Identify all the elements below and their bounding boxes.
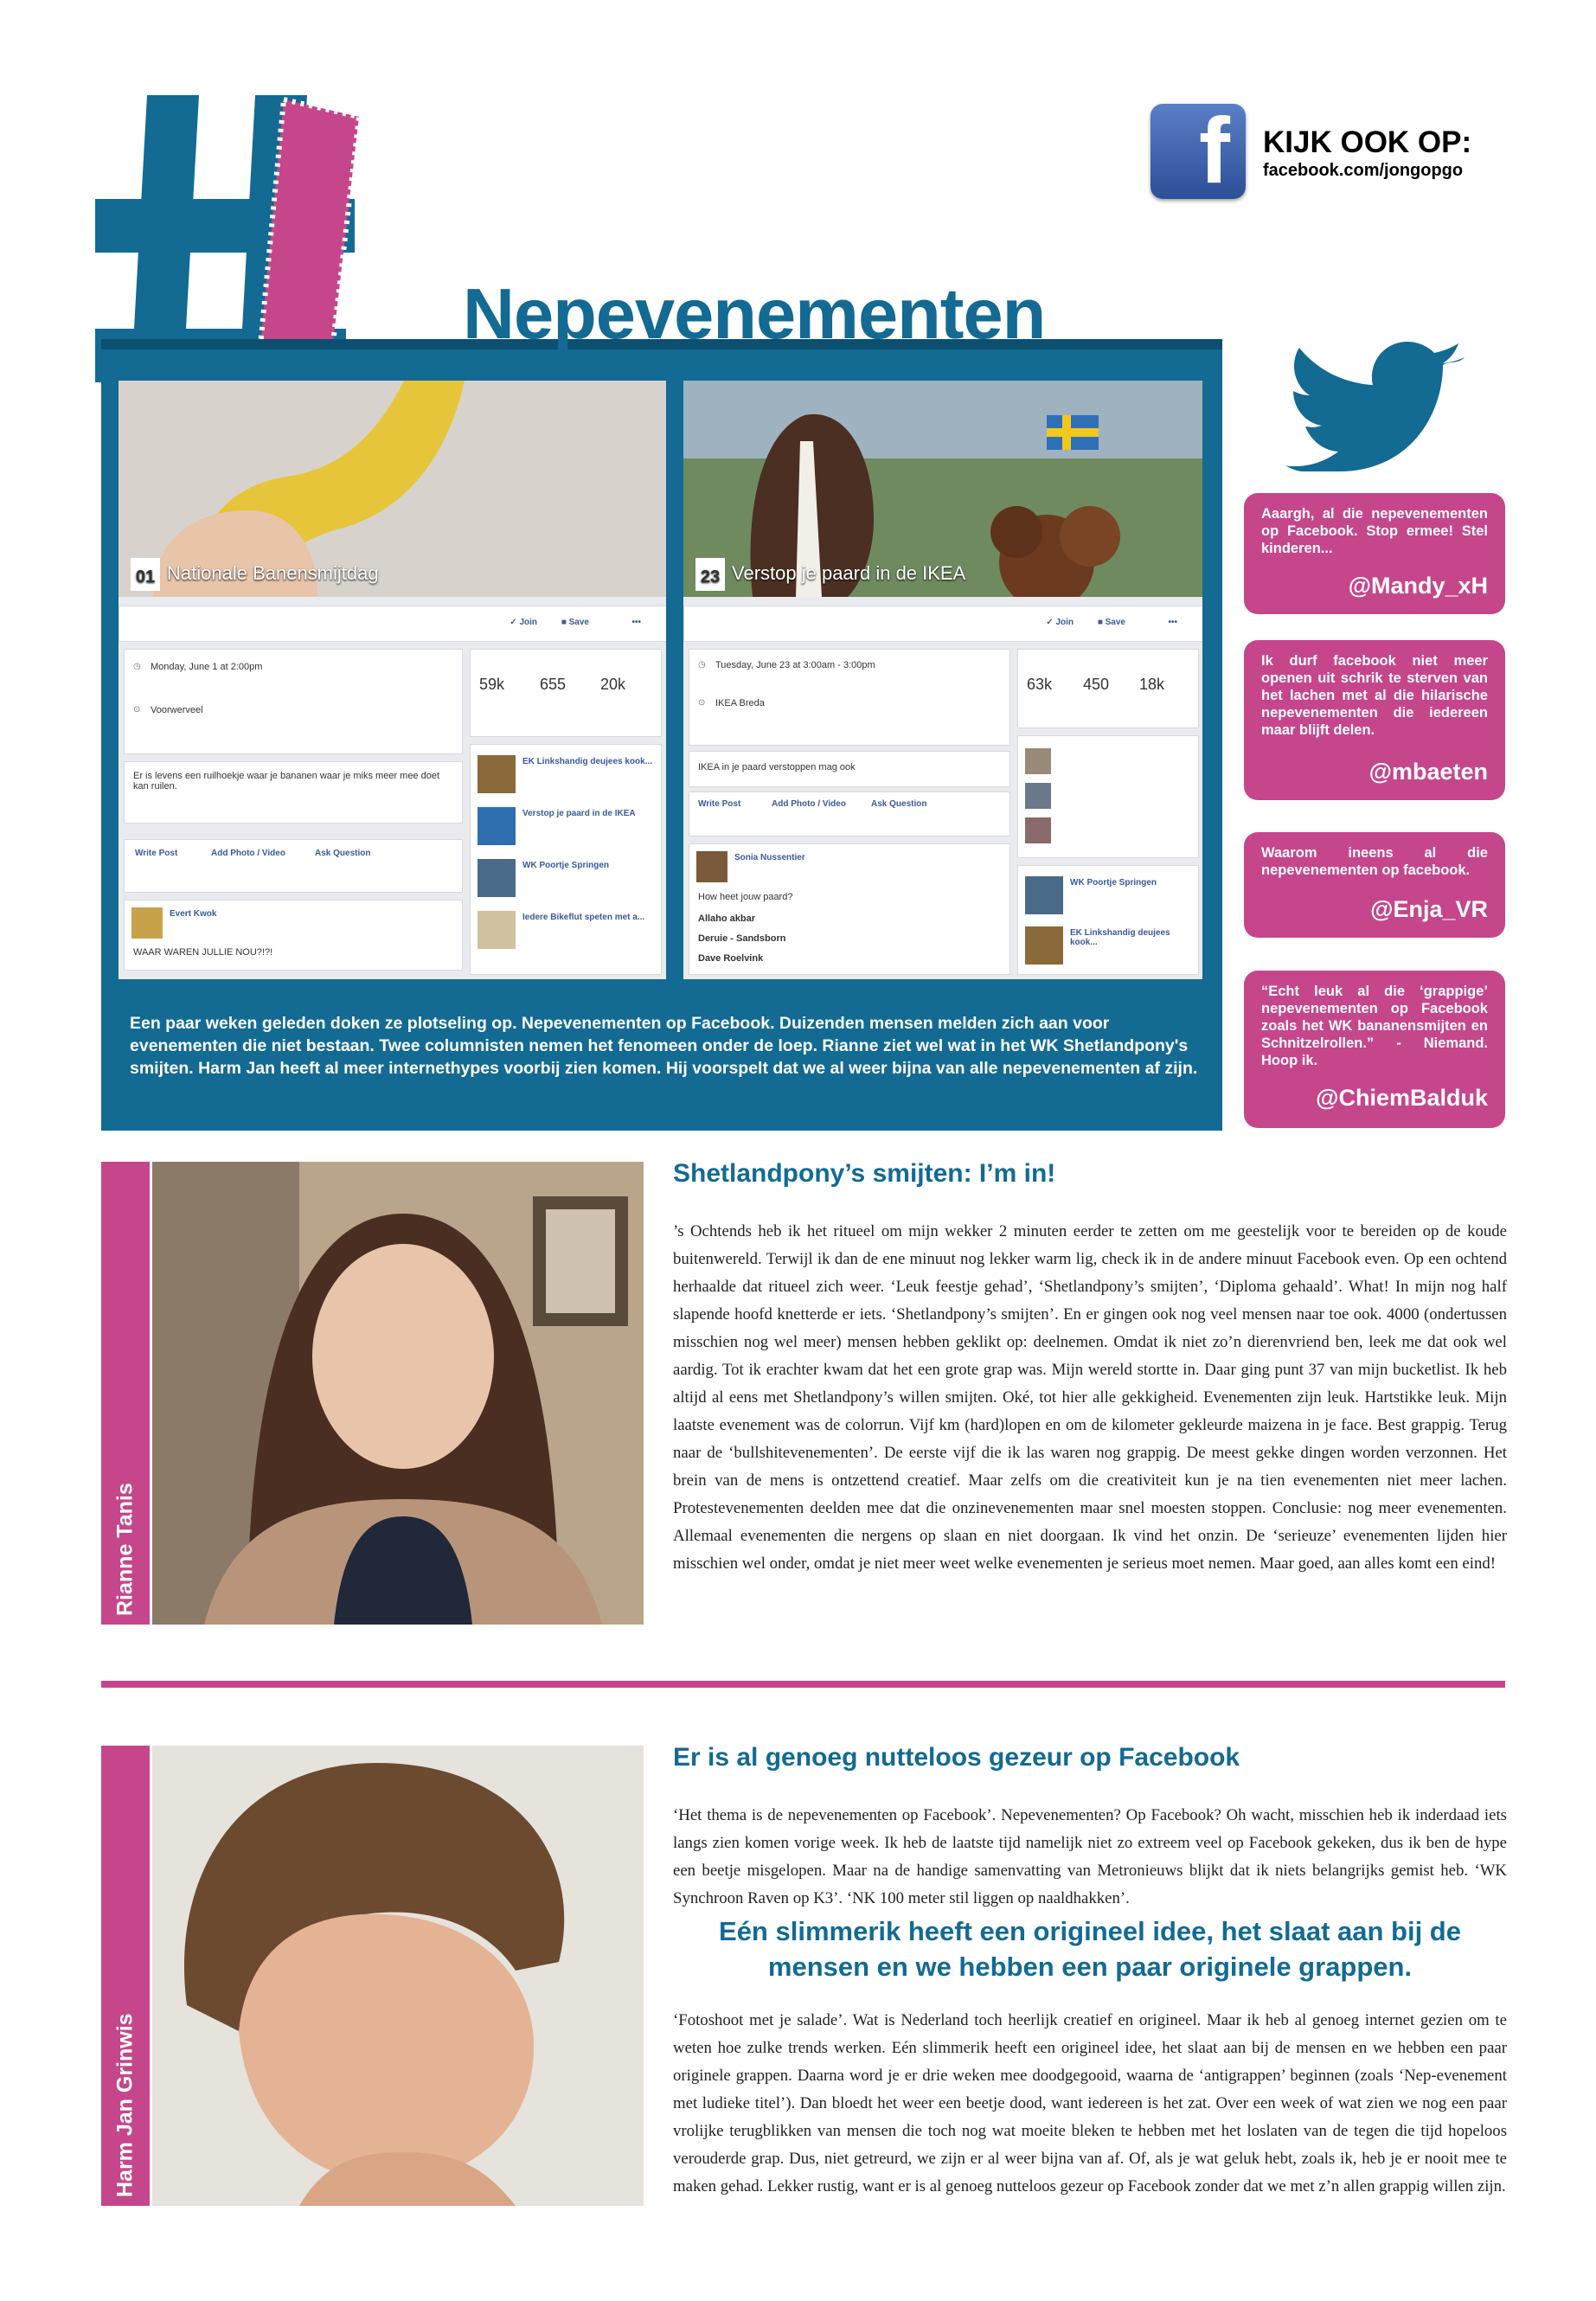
event-date-box: 01	[131, 558, 160, 591]
author-photo-rianne	[152, 1162, 644, 1625]
intro-text: Een paar weken geleden doken ze plotseling op. Nepevenementen op Facebook. Duizenden mensen melden zich aan voor evenementen die niet bestaan. Twee columnisten nemen het fenomeen onder de loep. Rianne ziet wel wat in het WK Shetlandpony's smijten. Harm Jan heeft al meer internethypes voorbij zien komen. Hij voorspelt dat we al weer bijna van alle nepevenementen af zijn.	[130, 1014, 1198, 1078]
poll-option[interactable]: Deruie - Sandsborn	[698, 933, 786, 944]
guest-stat: 655	[540, 676, 567, 693]
related-thumb[interactable]	[478, 807, 516, 845]
tweet-card-2[interactable]	[1244, 640, 1505, 800]
tweet-text: Waarom ineens al die nepevenementen op facebook.	[1261, 845, 1488, 878]
post-author[interactable]: Evert Kwok	[170, 909, 217, 919]
event-description: Er is levens een ruilhoekje waar je bananen waar je miks meer mee doet kan ruilen.	[133, 771, 440, 792]
tweet-handle[interactable]: @mbaeten	[1368, 759, 1488, 785]
guest-stat: 20k	[600, 676, 626, 693]
event-date-line: Monday, June 1 at 2:00pm	[151, 662, 263, 672]
post-text: WAAR WAREN JULLIE NOU?!?!	[133, 947, 273, 958]
friends-card	[1017, 735, 1199, 858]
post-composer	[689, 792, 1010, 836]
event-info-card	[124, 649, 463, 754]
post-item	[124, 900, 463, 971]
event-description-card	[689, 751, 1010, 787]
author-sidebar-2	[101, 1746, 150, 2206]
related-thumb[interactable]	[1025, 876, 1063, 914]
tweet-handle[interactable]: @ChiemBalduk	[1316, 1085, 1488, 1111]
column-body-1: ’s Ochtends heb ik het ritueel om mijn wekker 2 minuten eerder te zetten om me geestelijk voor te bereiden op de koude buitenwereld. Terwijl ik dan de ene minuut nog lekker warm lig, check ik in de andere minuut Facebook even. Op een ochtend herhaalde dat ritueel zich weer. ‘Leuk feestje gehad’, ‘Shetlandpony’s smijten’, ‘Diploma gehaald’. What! In mijn nog half slapende hoofd knetterde er iets. ‘Shetlandpony’s smijten’. En er gingen ook nog veel mensen naar toe ook. 4000 (ondertussen misschien nog wel meer) mensen hebben geklikt op: deelnemen. Omdat ik niet zo’n dierenvriend ben, leek me dat ook wel aardig. Tot ik erachter kwam dat het een grote grap was. Mijn wereld stortte in. Daar ging punt 37 van mijn bucketlist. Ik heb altijd al eens met Shetlandpony’s willen smijten. Oké, tot hier alle gekkigheid. Evenementen zijn leuk. Hartstikke leuk. Mijn laatste evenement was de colorrun. Vijf km (hard)lopen en om de kilometer gekleurde maizena in je face. Best grappig. Terug naar de ‘bullshitevenementen’. De eerste vijf die ik las waren nog grappig. De meest gekke dingen worden verzonnen. Het brein van de mens is ontzettend creatief. Maar zelfs om die creativiteit kun je na tien evenementen niet meer lachen. Protestevenementen deelden mee dat die onzinevenementen maar snel moesten stoppen. Conclusie: nog meer evenementen. Allemaal evenementen die nergens op slaan en niet doorgaan. Ik vind het onzin. De ‘serieuze’ evenementen lijden hier misschien wel onder, omdat je niet meer weet welke evenementen je serieus moet nemen. Maar goed, aan alles komt een eind!	[673, 1222, 1507, 1573]
related-event[interactable]: EK Linkshandig deujees kook...	[1070, 928, 1170, 947]
pull-quote: Eén slimmerik heeft een origineel idee, het slaat aan bij de mensen en we hebben een paar originele grappen.	[719, 1916, 1461, 1982]
tweet-text: Ik durf facebook niet meer openen uit schrik te sterven van het lachen met al die hilarische nepevenementen die iedereen maar blijft delen.	[1261, 653, 1488, 738]
author-photo-harm-jan	[152, 1746, 644, 2206]
column-body-2b: ‘Fotoshoot met je salade’. Wat is Nederland toch heerlijk creatief en origineel. Maar ik heb al genoeg internet gezien om te weten hoe zulke trends werken. Eén slimmerik heeft een origineel idee, het slaat aan bij de mensen en we hebben een paar originele grappen. Daarna word je er drie weken mee doodgegooid, waarna de ‘antigrappen’ beginnen (zoals ‘Nep-evenement met ludieke titel’). Dan bloedt het weer een beetje dood, want iedereen is het zat. Over een week of wat zien we nog een paar vrolijke terugblikken van mensen die toch nog wat moeite bleken te hebben met het loslaten van de tegen die tijd hopeloos verouderde grap. Dus, niet getreurd, we zijn er al weer bijna van af. Of, als je wat geluk hebt, zoals ik, heb je er nooit mee te maken gehad. Lekker rustig, want er is al genoeg nutteloos gezeur op Facebook zonder dat we met z’n allen grappig willen zijn.	[673, 2011, 1507, 2195]
event-title-1[interactable]: Nationale Banensmijtdag	[167, 561, 379, 584]
column-heading-1: Shetlandpony’s smijten: I’m in!	[673, 1159, 1056, 1188]
related-event[interactable]: WK Poortje Springen	[522, 861, 609, 870]
avatar[interactable]	[696, 851, 727, 882]
author-name: Rianne Tanis	[112, 1483, 138, 1616]
guest-stat: 18k	[1139, 676, 1165, 693]
tweet-card-4[interactable]	[1244, 971, 1505, 1128]
related-events-card	[470, 744, 662, 975]
event-actions-bar	[119, 606, 666, 642]
related-event[interactable]: EK Linkshandig deujees kook...	[522, 757, 653, 766]
kijk-ook-label: KIJK OOK OP:	[1263, 125, 1472, 159]
tweet-card-1[interactable]	[1244, 493, 1505, 614]
save-button[interactable]: ■ Save	[1097, 618, 1125, 627]
event-header-1	[131, 558, 379, 591]
poll-post	[689, 843, 1010, 975]
guest-stat: 63k	[1027, 676, 1053, 693]
event-location[interactable]: IKEA Breda	[715, 698, 765, 708]
page-title: Nepevenementen	[463, 273, 1046, 354]
related-event[interactable]: Iedere Bikeflut speten met a...	[522, 913, 645, 922]
tweet-card-3[interactable]	[1244, 832, 1505, 938]
event-header-2	[695, 558, 965, 591]
author-sidebar-1	[101, 1162, 150, 1625]
more-button[interactable]: •••	[631, 618, 641, 627]
twitter-bird-icon[interactable]	[1279, 342, 1469, 471]
poll-option[interactable]: Dave Roelvink	[698, 953, 764, 964]
section-divider	[101, 1681, 1505, 1688]
more-button[interactable]: •••	[1168, 618, 1177, 627]
event-date-line: Tuesday, June 23 at 3:00am - 3:00pm	[715, 660, 875, 670]
event-info-card	[689, 649, 1010, 746]
column-body-2a: ‘Het thema is de nepevenementen op Facebook’. Nepevenementen? Op Facebook? Oh wacht, misschien heb ik inderdaad iets langs zien komen vorige week. Ik heb de laatste tijd namelijk niet zo extreem veel op Facebook gekeken, dus ik ben de hype een beetje misgelopen. Maar na de handige samenvatting van Metronieuws blijkt dat ik niets belangrijks gemist heb. ‘WK Synchroon Raven op K3’. ‘NK 100 meter stil liggen op naaldhakken’.	[673, 1806, 1507, 1907]
tweet-handle[interactable]: @Mandy_xH	[1348, 573, 1488, 599]
clock-icon: ◷	[133, 662, 141, 671]
location-pin-icon: ⊙	[133, 705, 141, 715]
clock-icon: ◷	[698, 660, 706, 670]
related-events-card	[1017, 865, 1199, 975]
event-description-card	[124, 761, 463, 824]
write-post-tab[interactable]: Write Post	[135, 849, 178, 858]
ask-question-tab[interactable]: Ask Question	[315, 849, 371, 858]
event-actions-bar	[683, 606, 1202, 642]
ask-question-tab[interactable]: Ask Question	[871, 799, 927, 809]
related-thumb[interactable]	[478, 911, 516, 949]
facebook-event-screenshot-2	[683, 381, 1202, 979]
tweet-text: “Echt leuk al die ‘grappige’ nepevenementen op Facebook zoals het WK bananensmijten en Schnitzelrollen.” - Niemand. Hoop ik.	[1261, 984, 1488, 1068]
avatar[interactable]	[1025, 748, 1051, 774]
column-heading-2: Er is al genoeg nutteloos gezeur op Facebook	[673, 1743, 1240, 1772]
event-location[interactable]: Voorwerveel	[151, 705, 203, 715]
poll-option[interactable]: Allaho akbar	[698, 913, 756, 924]
tweet-handle[interactable]: @Enja_VR	[1370, 896, 1488, 922]
related-thumb[interactable]	[478, 859, 516, 897]
related-thumb[interactable]	[1025, 926, 1063, 965]
add-photo-tab[interactable]: Add Photo / Video	[211, 849, 285, 858]
event-date-box: 23	[695, 558, 725, 591]
join-button[interactable]: ✓ Join	[1046, 618, 1074, 627]
related-event[interactable]: WK Poortje Springen	[1070, 878, 1157, 888]
event-title-2[interactable]: Verstop je paard in de IKEA	[732, 561, 966, 584]
location-pin-icon: ⊙	[698, 698, 706, 708]
related-event[interactable]: Verstop je paard in de IKEA	[522, 809, 636, 818]
save-button[interactable]: ■ Save	[561, 618, 589, 627]
facebook-event-screenshot-1	[119, 381, 666, 979]
author-name: Harm Jan Grinwis	[112, 2013, 138, 2197]
avatar[interactable]	[1025, 783, 1051, 809]
guest-stat: 450	[1083, 676, 1110, 693]
add-photo-tab[interactable]: Add Photo / Video	[772, 799, 846, 809]
post-text: How heet jouw paard?	[698, 892, 793, 902]
post-composer	[124, 839, 463, 893]
write-post-tab[interactable]: Write Post	[698, 799, 741, 809]
facebook-icon[interactable]: f	[1151, 104, 1246, 199]
facebook-url[interactable]: facebook.com/jongopgo	[1263, 161, 1464, 180]
related-thumb[interactable]	[478, 755, 516, 793]
join-button[interactable]: ✓ Join	[510, 618, 537, 627]
guests-card	[1017, 649, 1199, 728]
guest-stat: 59k	[479, 676, 505, 693]
avatar[interactable]	[131, 907, 163, 939]
guests-card	[470, 649, 662, 737]
event-description: IKEA in je paard verstoppen mag ook	[698, 762, 856, 772]
tweet-text: Aaargh, al die nepevenementen op Facebook. Stop ermee! Stel kinderen...	[1261, 506, 1488, 556]
post-author[interactable]: Sonia Nussentier	[734, 853, 805, 862]
avatar[interactable]	[1025, 817, 1051, 843]
